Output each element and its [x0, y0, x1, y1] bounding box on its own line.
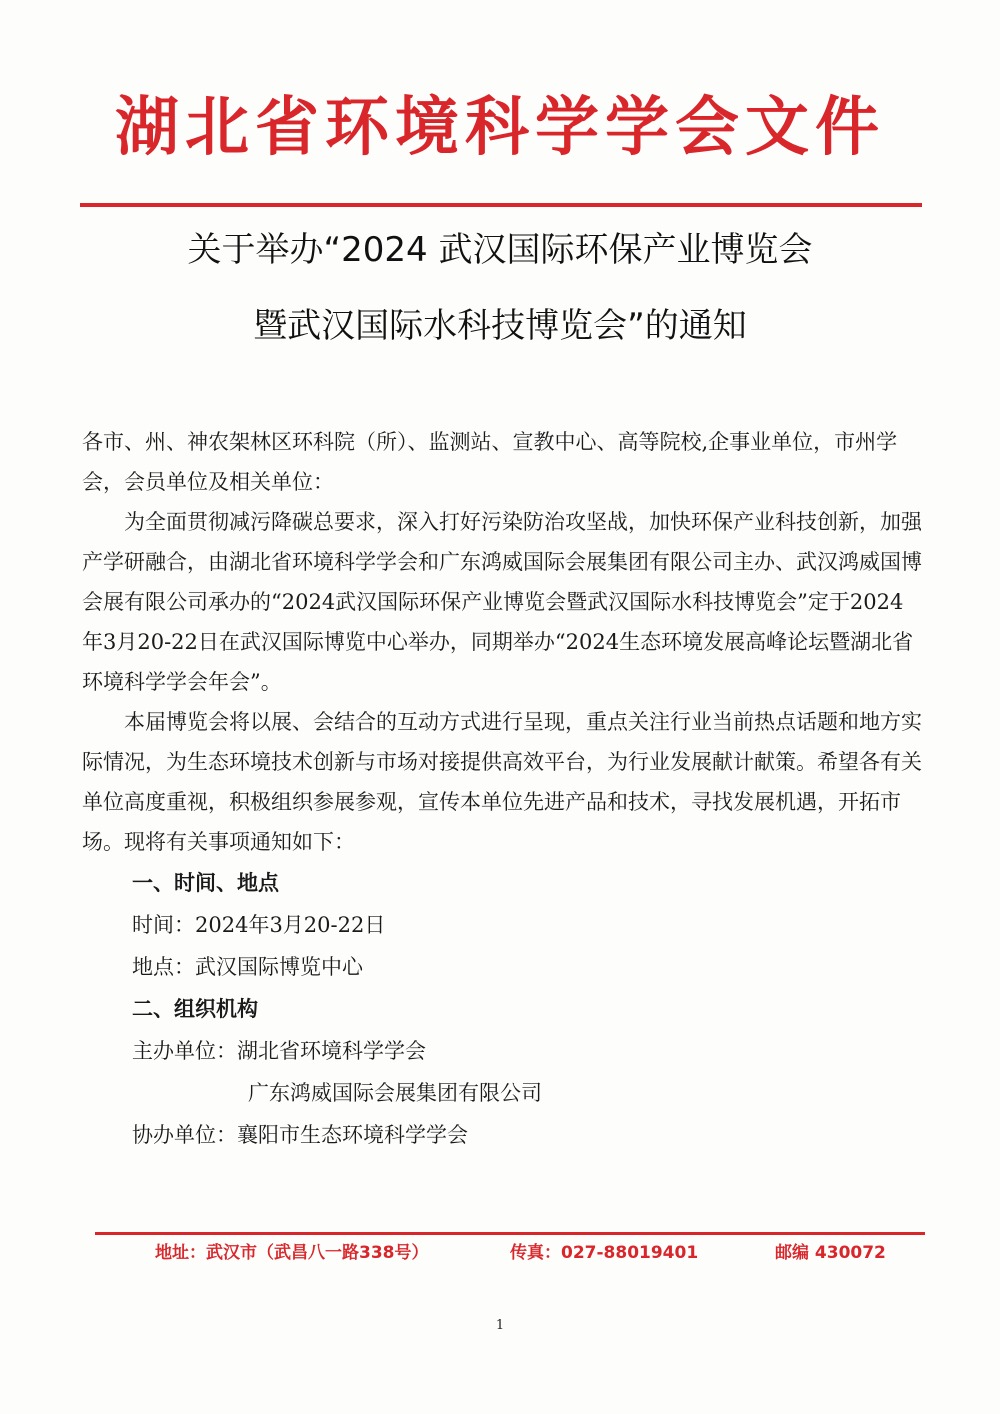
- document-body: [82, 422, 922, 1156]
- co-organizer: 协办单位：襄阳市生态环境科学学会: [132, 1123, 468, 1147]
- page-number: 1: [495, 1318, 505, 1333]
- section-heading-organizers: 二、组织机构: [132, 997, 258, 1021]
- salutation: 各市、州、神农架林区环科院（所）、监测站、宣教中心、高等院校,企事业单位，市州学会，会员单位及相关单位：: [82, 430, 898, 494]
- paragraph-overview: 本届博览会将以展、会结合的互动方式进行呈现，重点关注行业当前热点话题和地方实际情况，为生态环境技术创新与市场对接提供高效平台，为行业发展献计献策。希望各有关单位高度重视，积极组织参展参观，宣传本单位先进产品和技术，寻找发展机遇，开拓市场。现将有关事项通知如下：: [82, 710, 922, 854]
- footer-address: 地址：武汉市（武昌八一路338号）: [155, 1243, 429, 1263]
- host-organizer-1: 主办单位：湖北省环境科学学会: [132, 1039, 426, 1063]
- footer-fax: 传真：027-88019401: [510, 1243, 699, 1263]
- host-organizer-2: 广东鸿威国际会展集团有限公司: [248, 1081, 542, 1105]
- footer-red-rule: [95, 1232, 925, 1235]
- header-red-rule: [80, 203, 922, 207]
- paragraph-purpose: 为全面贯彻减污降碳总要求，深入打好污染防治攻坚战，加快环保产业科技创新，加强产学研融合，由湖北省环境科学学会和广东鸿威国际会展集团有限公司主办、武汉鸿威国博会展有限公司承办的“2024武汉国际环保产业博览会暨武汉国际水科技博览会”定于2024年3月20-22日在武汉国际博览中心举办，同期举办“2024生态环境发展高峰论坛暨湖北省环境科学学会年会”。: [82, 510, 922, 694]
- footer-zip: 邮编 430072: [775, 1243, 886, 1263]
- event-place: 地点：武汉国际博览中心: [132, 955, 363, 979]
- event-time: 时间：2024年3月20-22日: [132, 913, 386, 937]
- notice-title-line-2: 暨武汉国际水科技博览会”的通知: [253, 306, 747, 346]
- document-header-title: 湖北省环境科学学会文件: [115, 90, 885, 165]
- notice-title-line-1: 关于举办“2024 武汉国际环保产业博览会: [187, 230, 813, 270]
- section-heading-time-place: 一、时间、地点: [132, 871, 279, 895]
